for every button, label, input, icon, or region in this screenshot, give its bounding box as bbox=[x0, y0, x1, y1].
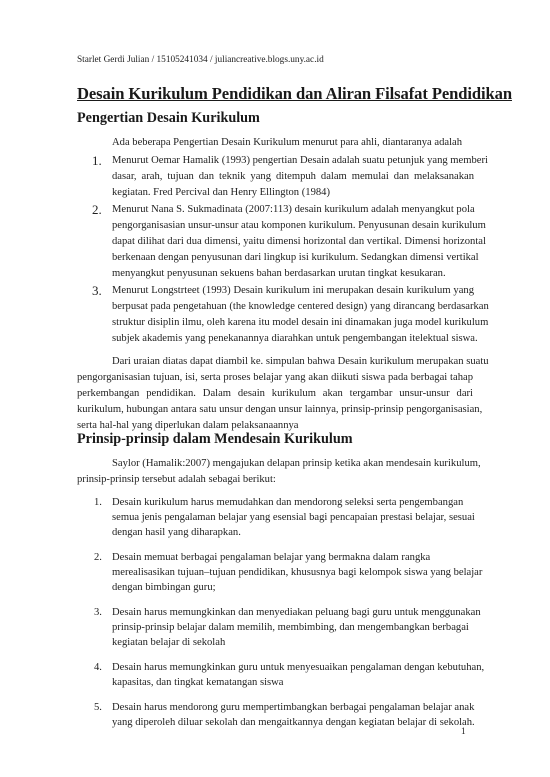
section-heading-pengertian: Pengertian Desain Kurikulum bbox=[77, 110, 260, 126]
section-prinsip-intro: prinsip-prinsip tersebut adalah sebagai berikut: bbox=[77, 474, 276, 485]
list-number: 2. bbox=[92, 202, 102, 217]
list-item-line: berpusat pada pengetahuan (the knowledge centered design) yang dirancang berdasarkan bbox=[112, 301, 489, 312]
list-item-line: dapat dilihat dari dua dimensi, yaitu dimensi horizontal dan vertikal. Dimensi horizontal bbox=[112, 236, 486, 247]
list-item-line: kapasitas, dan tingkat kematangan siswa bbox=[112, 677, 284, 688]
page-number: 1 bbox=[461, 727, 466, 737]
conclusion-line: serta hal-hal yang diperlukan dalam pelaksanaannya bbox=[77, 420, 299, 431]
list-number: 1. bbox=[94, 497, 102, 508]
list-item-line: Desain kurikulum harus memudahkan dan mendorong seleksi serta pengembangan bbox=[112, 497, 464, 508]
list-item-line: pengorganisasian unsur-unsur atau komponen kurikulum. Penyusunan desain kurikulum bbox=[112, 220, 486, 231]
list-item-line: struktur disiplin ilmu, oleh karena itu model desain ini dinamakan juga model kurikulum bbox=[112, 317, 489, 328]
conclusion-line: perkembangan pendidikan. Dalam desain kurikulum akan tergambar unsur-unsur dari bbox=[77, 388, 473, 399]
list-item-line: subjek akademis yang penekanannya diarahkan untuk pengembangan itelektual siswa. bbox=[112, 333, 478, 344]
list-item-line: menyangkut penyusunan sekuens bahan berdasarkan urutan tingkat kesukaran. bbox=[112, 268, 446, 279]
list-item-line: dasar, arah, tujuan dan teknik yang ditempuh dalam memulai dan melaksanakan bbox=[112, 171, 474, 182]
list-item-line: kegiatan belajar di sekolah bbox=[112, 637, 226, 648]
list-item-line: Desain harus memungkinkan guru untuk menyesuaikan pengalaman dengan kebutuhan, bbox=[112, 662, 485, 673]
page-header: Starlet Gerdi Julian / 15105241034 / juliancreative.blogs.uny.ac.id bbox=[77, 55, 324, 65]
list-item-line: semua jenis pengalaman belajar yang esensial bagi pencapaian prestasi belajar, sesuai bbox=[112, 512, 475, 523]
list-number: 3. bbox=[92, 283, 102, 298]
list-item-line: dengan bimbingan guru; bbox=[112, 582, 216, 593]
section-pengertian-intro: Ada beberapa Pengertian Desain Kurikulum menurut para ahli, diantaranya adalah bbox=[112, 137, 463, 148]
list-item-line: Desain memuat berbagai pengalaman belajar yang bermakna dalam rangka bbox=[112, 552, 431, 563]
conclusion-line: Dari uraian diatas dapat diambil ke. simpulan bahwa Desain kurikulum merupakan suatu bbox=[112, 356, 489, 367]
list-item-line: berkenaan dengan penyusunan dari lingkup isi kurikulum. Sedangkan dimensi vertikal bbox=[112, 252, 479, 263]
section-prinsip-intro: Saylor (Hamalik:2007) mengajukan delapan prinsip ketika akan mendesain kurikulum, bbox=[112, 458, 481, 469]
list-item-line: Desain harus mendorong guru mempertimbangkan berbagai pengalaman belajar anak bbox=[112, 702, 475, 713]
list-item-line: yang diperoleh diluar sekolah dan mengaitkannya dengan kegiatan belajar di sekolah. bbox=[112, 717, 475, 728]
list-number: 4. bbox=[94, 662, 102, 673]
list-number: 2. bbox=[94, 552, 102, 563]
list-item-line: Menurut Oemar Hamalik (1993) pengertian Desain adalah suatu petunjuk yang memberi bbox=[112, 155, 488, 166]
document-title: Desain Kurikulum Pendidikan dan Aliran Filsafat Pendidikan bbox=[77, 84, 512, 103]
list-item-line: dengan hasil yang diharapkan. bbox=[112, 527, 241, 538]
list-item-line: Desain harus memungkinkan dan menyediakan peluang bagi guru untuk menggunakan bbox=[112, 607, 481, 618]
list-item-line: Menurut Longstrteet (1993) Desain kurikulum ini merupakan desain kurikulum yang bbox=[112, 285, 474, 296]
list-item-line: merealisasikan tujuan–tujuan pendidikan, khususnya bagi kelompok siswa yang belajar bbox=[112, 567, 483, 578]
list-item-line: kegiatan. Fred Percival dan Henry Ellington (1984) bbox=[112, 187, 330, 198]
list-number: 3. bbox=[94, 607, 102, 618]
list-item-line: prinsip-prinsip belajar dalam memilih, membimbing, dan mengembangkan berbagai bbox=[112, 622, 469, 633]
conclusion-line: kurikulum, hubungan antara satu unsur dengan unsur lainnya, prinsip-prinsip pengorganisasian, bbox=[77, 404, 483, 415]
list-number: 5. bbox=[94, 702, 102, 713]
list-item-line: Menurut Nana S. Sukmadinata (2007:113) desain kurikulum adalah menyangkut pola bbox=[112, 204, 475, 215]
conclusion-line: pengorganisasian tujuan, isi, serta proses belajar yang akan diikuti siswa pada berbagai tahap bbox=[77, 372, 473, 383]
section-heading-prinsip: Prinsip-prinsip dalam Mendesain Kurikulum bbox=[77, 431, 353, 447]
list-number: 1. bbox=[92, 153, 102, 168]
